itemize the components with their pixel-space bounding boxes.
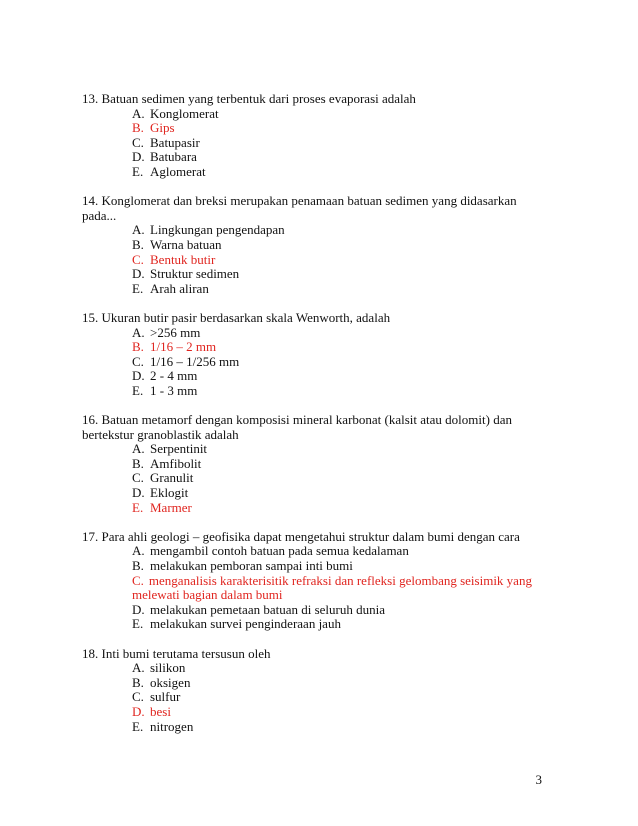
option-letter: E. xyxy=(132,163,144,179)
option-list xyxy=(82,661,552,734)
option-letter: E. xyxy=(132,718,144,734)
option-e xyxy=(82,384,552,399)
option-e xyxy=(82,617,552,632)
option-text: nitrogen xyxy=(150,718,194,734)
option-d xyxy=(82,267,552,282)
option-text: Konglomerat xyxy=(150,105,219,121)
option-d xyxy=(82,150,552,165)
option-b xyxy=(82,457,552,472)
question-15 xyxy=(82,311,552,399)
option-text: melakukan pemetaan batuan di seluruh dunia xyxy=(150,601,386,617)
option-letter: C. xyxy=(132,689,144,705)
option-list xyxy=(82,223,552,296)
option-letter: D. xyxy=(132,485,145,501)
question-13 xyxy=(82,92,552,180)
option-text: Batubara xyxy=(150,149,197,165)
option-letter: A. xyxy=(132,660,145,676)
option-text: 1 - 3 mm xyxy=(150,382,198,398)
option-d xyxy=(82,486,552,501)
question-text: 16. Batuan metamorf dengan komposisi mineral karbonat (kalsit atau dolomit) dan bertekstur granoblastik adalah xyxy=(82,412,512,442)
option-text: 1/16 – 2 mm xyxy=(150,339,217,355)
option-c xyxy=(82,355,552,370)
question-17 xyxy=(82,530,552,632)
question-text: 13. Batuan sedimen yang terbentuk dari proses evaporasi adalah xyxy=(82,91,416,106)
option-c-correct-answer xyxy=(82,574,552,603)
option-letter: A. xyxy=(132,324,145,340)
option-a xyxy=(82,661,552,676)
option-letter: B. xyxy=(132,339,144,355)
option-letter: D. xyxy=(132,149,145,165)
question-16 xyxy=(82,413,552,515)
option-text: 2 - 4 mm xyxy=(150,368,198,384)
option-d xyxy=(82,603,552,618)
option-text: melakukan pemboran sampai inti bumi xyxy=(150,558,353,573)
option-list xyxy=(82,107,552,180)
option-c xyxy=(82,471,552,486)
option-letter: D. xyxy=(132,368,145,384)
option-text: Arah aliran xyxy=(150,280,209,296)
option-a xyxy=(82,107,552,122)
option-letter: D. xyxy=(132,266,145,282)
option-text: Warna batuan xyxy=(150,236,222,252)
option-c xyxy=(82,690,552,705)
option-e xyxy=(82,720,552,735)
option-letter: B. xyxy=(132,455,144,471)
question-text: 18. Inti bumi terutama tersusun oleh xyxy=(82,645,271,661)
question-text: 14. Konglomerat dan breksi merupakan penamaan batuan sedimen yang didasarkan pada... xyxy=(82,193,517,223)
option-letter: D. xyxy=(132,601,145,617)
option-e xyxy=(82,165,552,180)
option-letter: C. xyxy=(132,470,144,486)
option-b xyxy=(82,676,552,691)
option-letter: E. xyxy=(132,616,144,632)
option-text: Lingkungan pengendapan xyxy=(150,222,285,238)
option-letter: C. xyxy=(132,353,144,369)
option-letter: C. xyxy=(132,572,144,588)
option-letter: A. xyxy=(132,543,145,559)
option-letter: E. xyxy=(132,382,144,398)
option-text: besi xyxy=(150,703,171,719)
option-letter: B. xyxy=(132,236,144,252)
question-list xyxy=(82,92,552,749)
option-letter: B. xyxy=(132,120,144,136)
option-a xyxy=(82,223,552,238)
option-letter: D. xyxy=(132,703,145,719)
option-a xyxy=(82,326,552,341)
option-text: Bentuk butir xyxy=(150,251,216,267)
option-letter: A. xyxy=(132,222,145,238)
question-text: 15. Ukuran butir pasir berdasarkan skala Wenworth, adalah xyxy=(82,309,391,325)
option-text: sulfur xyxy=(150,689,181,705)
option-text: Struktur sedimen xyxy=(150,266,240,282)
option-letter: E. xyxy=(132,499,144,515)
question-text: 17. Para ahli geologi – geofisika dapat mengetahui struktur dalam bumi dengan cara xyxy=(82,528,520,544)
question-14 xyxy=(82,194,552,296)
option-letter: A. xyxy=(132,105,145,121)
option-letter: A. xyxy=(132,441,145,457)
option-text: melakukan survei penginderaan jauh xyxy=(150,616,341,632)
option-b xyxy=(82,238,552,253)
option-text: Batupasir xyxy=(150,134,200,150)
option-a xyxy=(82,442,552,457)
option-list xyxy=(82,326,552,399)
option-list xyxy=(82,544,552,632)
option-a xyxy=(82,544,552,559)
option-letter: B. xyxy=(132,558,144,573)
option-d-correct-answer xyxy=(82,705,552,720)
option-list xyxy=(82,442,552,515)
option-e-correct-answer xyxy=(82,501,552,516)
option-c-correct-answer xyxy=(82,253,552,268)
option-c xyxy=(82,136,552,151)
option-e xyxy=(82,282,552,297)
option-letter: C. xyxy=(132,251,144,267)
option-d xyxy=(82,369,552,384)
option-text: 1/16 – 1/256 mm xyxy=(150,353,240,369)
option-text: Aglomerat xyxy=(150,163,206,179)
option-text: >256 mm xyxy=(150,324,201,340)
option-text: Gips xyxy=(150,120,175,136)
option-text: oksigen xyxy=(150,674,191,690)
option-text: Granulit xyxy=(150,470,194,486)
option-text: menganalisis karakterisitik refraksi dan refleksi gelombang seisimik yang melewati bagian dalam bumi xyxy=(132,572,532,603)
option-letter: C. xyxy=(132,134,144,150)
option-text: Serpentinit xyxy=(150,441,208,457)
question-18 xyxy=(82,647,552,735)
option-text: mengambil contoh batuan pada semua kedalaman xyxy=(150,543,409,559)
option-letter: E. xyxy=(132,280,144,296)
option-b-correct-answer xyxy=(82,340,552,355)
option-letter: B. xyxy=(132,674,144,690)
page-number: 3 xyxy=(535,772,542,787)
option-b xyxy=(82,559,552,574)
option-b-correct-answer xyxy=(82,121,552,136)
option-text: Amfibolit xyxy=(150,455,202,471)
option-text: Eklogit xyxy=(150,485,189,501)
option-text: silikon xyxy=(150,660,186,676)
option-text: Marmer xyxy=(150,499,192,515)
